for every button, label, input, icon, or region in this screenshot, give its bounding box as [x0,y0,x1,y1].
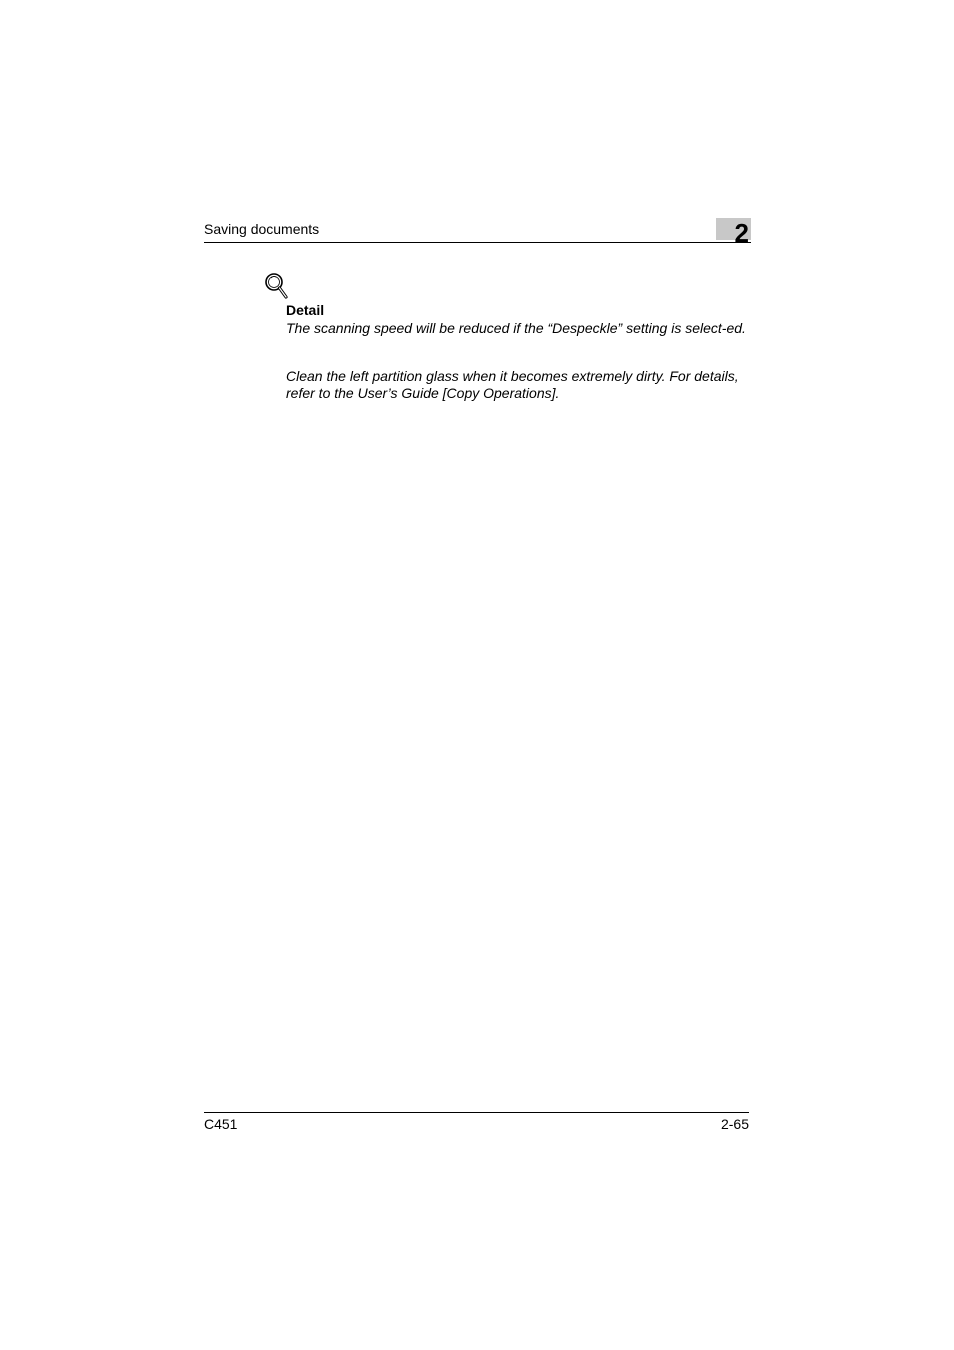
page-header [204,218,751,248]
model-name: C451 [204,1116,238,1132]
page-number: 2-65 [720,1116,749,1132]
detail-paragraph: Clean the left partition glass when it becomes extremely dirty. For details, refer to the User’s Guide [Copy Operations]. [286,368,739,401]
magnifier-icon [264,272,290,300]
chapter-tab [716,218,751,248]
page-footer [204,1112,749,1137]
section-title: Saving documents [204,221,320,237]
chapter-number: 2 [734,218,749,248]
detail-heading: Detail [286,302,325,318]
detail-paragraph: The scanning speed will be reduced if the “Despeckle” setting is select-ed. [286,320,746,336]
